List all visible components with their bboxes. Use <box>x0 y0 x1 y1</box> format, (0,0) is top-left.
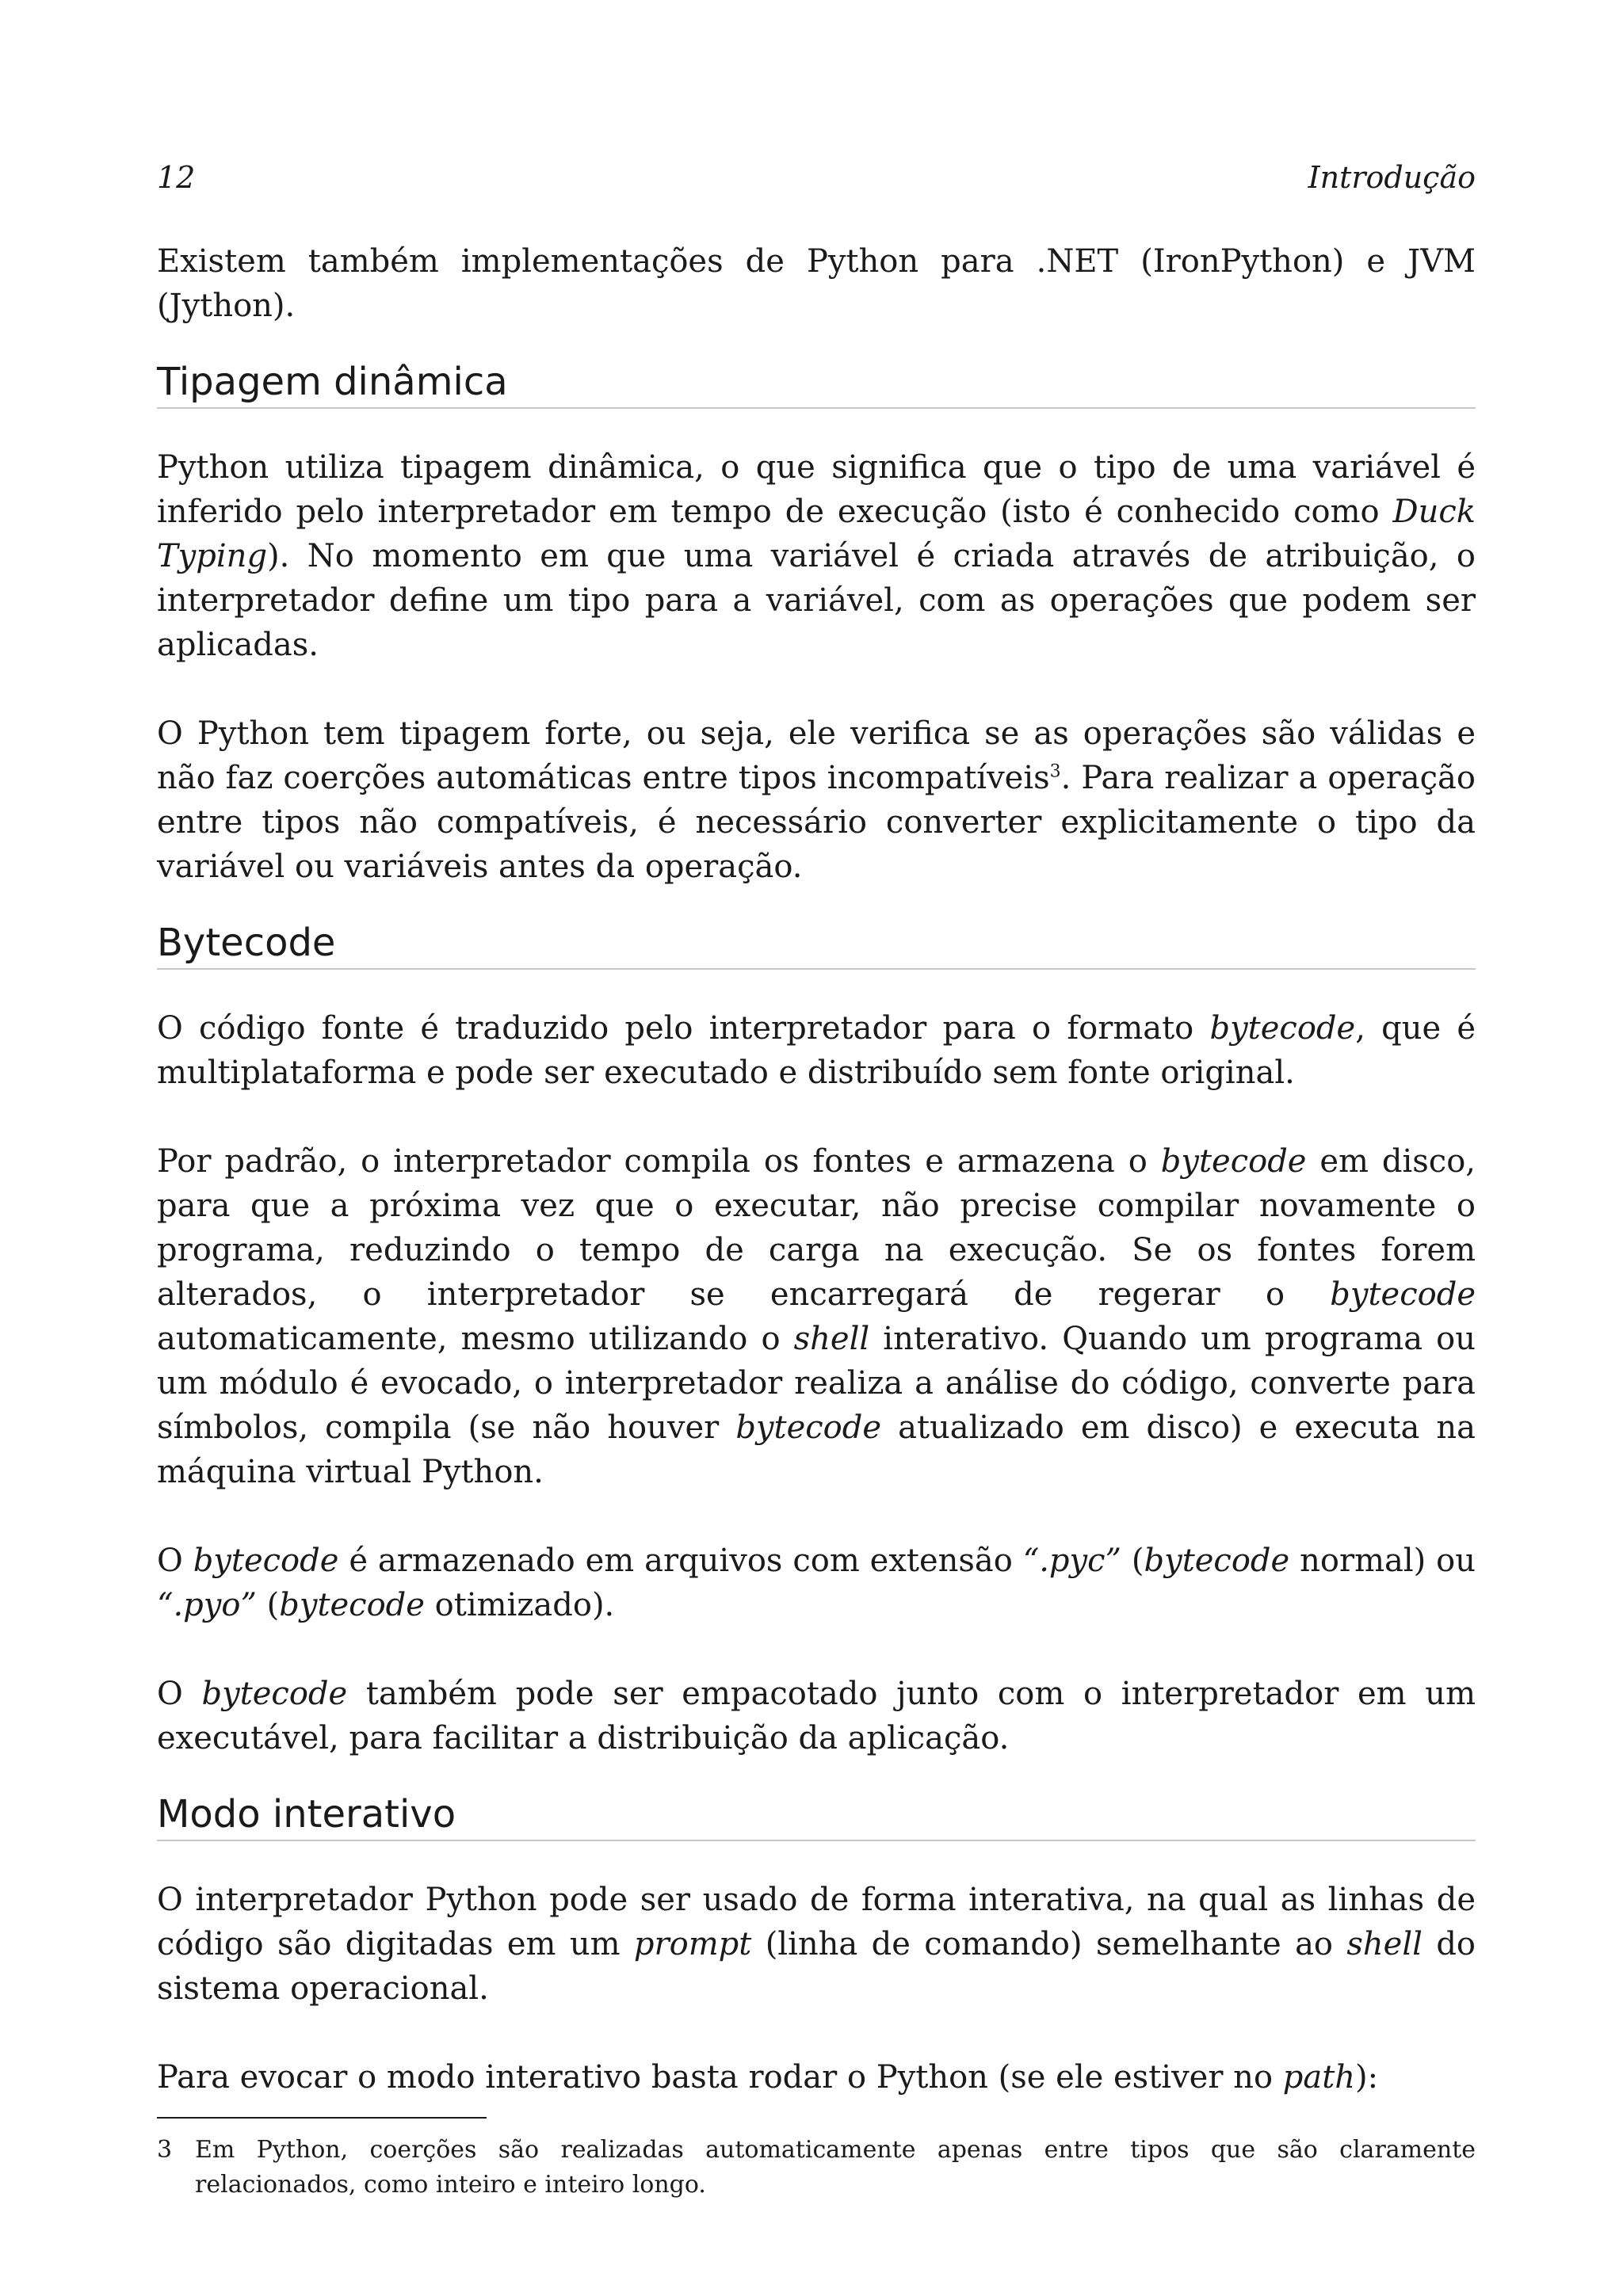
bytecode-paragraph-4: O bytecode também pode ser empacotado junto com o interpretador em um executável, para facilitar a distribuição da aplicação. <box>157 1676 1476 1756</box>
bytecode-paragraph-3: O bytecode é armazenado em arquivos com extensão “.pyc” (bytecode normal) ou “.pyo” (bytecode otimizado). <box>157 1543 1476 1623</box>
modo-paragraph-2: Para evocar o modo interativo basta rodar o Python (se ele estiver no path): <box>157 2059 1379 2096</box>
bytecode-paragraph-2: Por padrão, o interpretador compila os fontes e armazena o bytecode em disco, para que a próxima vez que o executar, não precise compilar novamente o programa, reduzindo o tempo de carga na execução. Se os fontes forem alterados, o interpretador se encarregará de regerar o bytecode automaticamente, mesmo utilizando o shell interativo. Quando um programa ou um módulo é evocado, o interpretador realiza a análise do código, converte para símbolos, compila (se não houver bytecode atualizado em disco) e executa na máquina virtual Python. <box>157 1143 1476 1490</box>
chapter-title: Introdução <box>1308 160 1476 195</box>
intro-paragraph: Existem também implementações de Python para .NET (IronPython) e JVM (Jython). <box>157 243 1476 324</box>
running-header <box>157 155 1476 200</box>
footnote-reference[interactable]: 3 <box>1049 761 1061 782</box>
tipagem-paragraph-1: Python utiliza tipagem dinâmica, o que significa que o tipo de uma variável é inferido pelo interpretador em tempo de execução (isto é conhecido como Duck Typing). No momento em que uma variável é criada através de atribuição, o interpretador define um tipo para a variável, com as operações que podem ser aplicadas. <box>157 449 1476 663</box>
footnote-text: Em Python, coerções são realizadas automaticamente apenas entre tipos que são claramente relacionados, como inteiro e inteiro longo. <box>195 2136 1476 2199</box>
bytecode-paragraph-1: O código fonte é traduzido pelo interpretador para o formato bytecode, que é multiplataforma e pode ser executado e distribuído sem fonte original. <box>157 1010 1476 1091</box>
section-heading-bytecode: Bytecode <box>157 919 1476 970</box>
footnote-divider <box>157 2117 487 2119</box>
section-heading-tipagem: Tipagem dinâmica <box>157 358 1476 409</box>
section-heading-modo-interativo: Modo interativo <box>157 1791 1476 1841</box>
footnote <box>157 2133 1476 2203</box>
document-page <box>157 155 1476 2203</box>
tipagem-paragraph-2: O Python tem tipagem forte, ou seja, ele verifica se as operações são válidas e não faz coerções automáticas entre tipos incompatíveis$^3$. Para realizar a operação entre tipos não compatíveis, é necessário converter explicitamente o tipo da variável ou variáveis antes da operação. <box>157 715 1476 885</box>
page-number: 12 <box>157 160 196 195</box>
footnote-number: 3 <box>157 2136 173 2164</box>
modo-paragraph-1: O interpretador Python pode ser usado de forma interativa, na qual as linhas de código são digitadas em um prompt (linha de comando) semelhante ao shell do sistema operacional. <box>157 1882 1476 2007</box>
